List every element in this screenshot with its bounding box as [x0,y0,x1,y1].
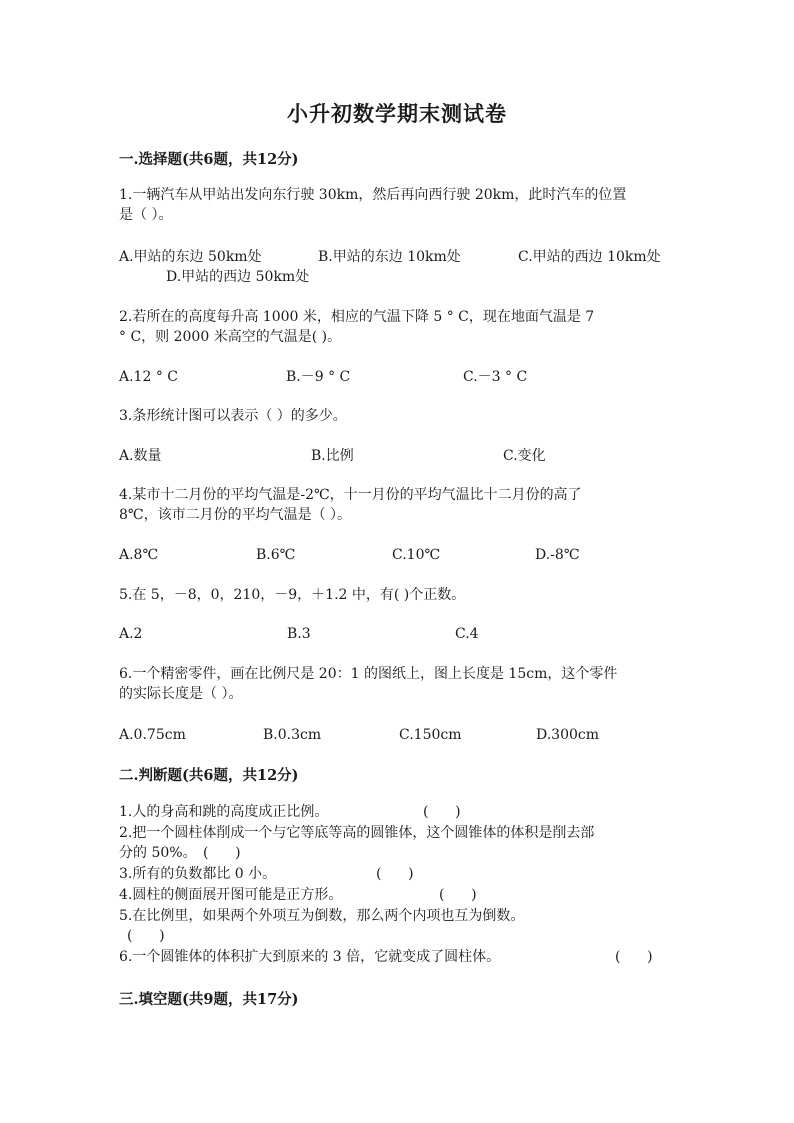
question-6-option-b[interactable]: B.0.3cm [263,727,322,743]
question-1-option-c[interactable]: C.甲站的西边 10km处 [518,249,661,265]
question-4-text-cont: 8℃，该市二月份的平均气温是（ ）。 [119,507,352,523]
question-2-option-c[interactable]: C.－3 ° C [463,369,528,385]
judge-item-1-answer[interactable]: ( ) [423,804,461,820]
question-6-text: 6.一个精密零件，画在比例尺是 20：1 的图纸上，图上长度是 15cm，这个零件 [119,666,618,682]
judge-item-4: 4.圆柱的侧面展开图可能是正方形。 [119,887,343,903]
question-3-option-b[interactable]: B.比例 [311,448,354,464]
question-3-option-c[interactable]: C.变化 [503,448,546,464]
question-2-text-cont: ° C，则 2000 米高空的气温是( )。 [119,329,342,345]
judge-item-4-answer[interactable]: ( ) [439,887,477,903]
judge-item-3-answer[interactable]: ( ) [376,866,414,882]
question-3-option-a[interactable]: A.数量 [119,448,162,464]
question-6-option-c[interactable]: C.150cm [399,727,462,743]
judge-item-6: 6.一个圆锥体的体积扩大到原来的 3 倍，它就变成了圆柱体。 [119,949,501,965]
judge-item-2: 2.把一个圆柱体削成一个与它等底等高的圆锥体，这个圆锥体的体积是削去部 [119,825,595,841]
question-2-text: 2.若所在的高度每升高 1000 米，相应的气温下降 5 ° C，现在地面气温是 7 [119,309,595,325]
section-heading-multiple-choice: 一.选择题(共6题，共12分) [119,151,299,168]
judge-item-3: 3.所有的负数都比 0 小。 [119,866,277,882]
page-title: 小升初数学期末测试卷 [287,101,507,126]
question-4-text: 4.某市十二月份的平均气温是-2℃，十一月份的平均气温比十二月份的高了 [119,487,582,503]
question-5-option-b[interactable]: B.3 [287,626,311,642]
judge-item-2-cont: 分的 50%。 [119,845,197,861]
question-4-option-b[interactable]: B.6℃ [256,547,296,563]
judge-item-5: 5.在比例里，如果两个外项互为倒数，那么两个内项也互为倒数。 [119,908,525,924]
judge-item-6-answer[interactable]: ( ) [615,949,653,965]
section-heading-fill-in: 三.填空题(共9题，共17分) [119,991,299,1008]
question-5-option-a[interactable]: A.2 [119,626,143,642]
question-1-option-b[interactable]: B.甲站的东边 10km处 [318,249,461,265]
question-6-option-d[interactable]: D.300cm [536,727,600,743]
question-2-option-b[interactable]: B.－9 ° C [286,369,351,385]
question-5-text: 5.在 5，－8，0，210，－9，＋1.2 中，有( )个正数。 [119,587,466,603]
question-4-option-c[interactable]: C.10℃ [392,547,441,563]
judge-item-2-answer[interactable]: ( ) [203,845,241,861]
question-1-option-d[interactable]: D.甲站的西边 50km处 [166,269,310,285]
question-6-text-cont: 的实际长度是（ ）。 [119,686,243,702]
question-1-option-a[interactable]: A.甲站的东边 50km处 [119,249,262,265]
section-heading-true-false: 二.判断题(共6题，共12分) [119,767,299,784]
judge-item-5-answer[interactable]: ( ) [127,928,165,944]
question-6-option-a[interactable]: A.0.75cm [119,727,186,743]
question-5-option-c[interactable]: C.4 [455,626,479,642]
question-1-text: 1.一辆汽车从甲站出发向东行驶 30km，然后再向西行驶 20km，此时汽车的位置 [119,187,627,203]
question-3-text: 3.条形统计图可以表示（ ）的多少。 [119,408,347,424]
question-2-option-a[interactable]: A.12 ° C [119,369,178,385]
question-4-option-a[interactable]: A.8℃ [119,547,159,563]
judge-item-1: 1.人的身高和跳的高度成正比例。 [119,804,329,820]
question-1-text-cont: 是（ ）。 [119,207,173,223]
question-4-option-d[interactable]: D.-8℃ [535,547,580,563]
